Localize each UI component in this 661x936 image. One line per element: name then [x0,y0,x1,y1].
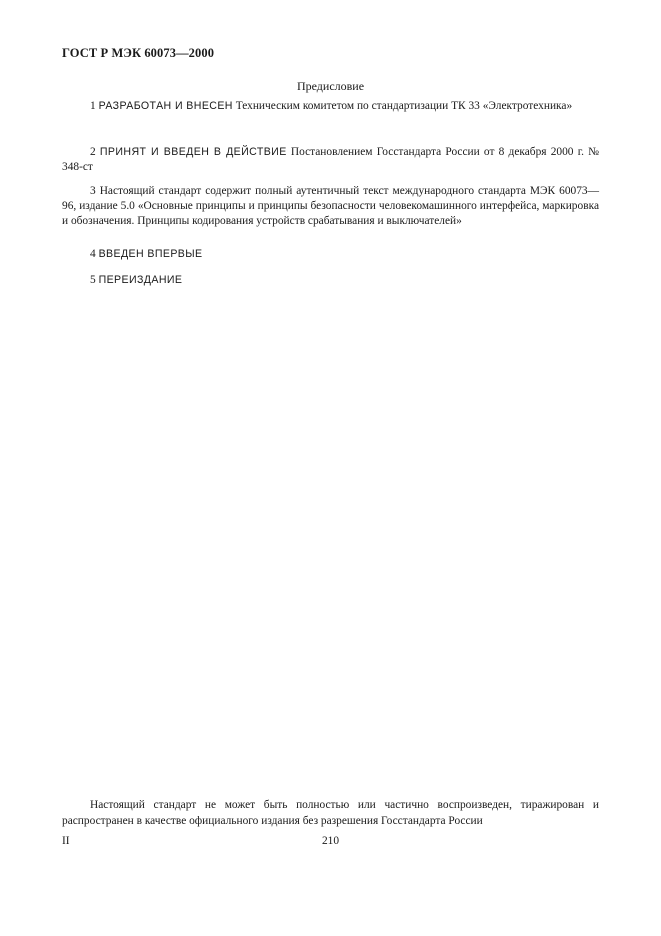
item-text: Техническим комитетом по стандартизации ТК 33 «Электротехника» [232,100,573,112]
foreword-item-4 [62,247,599,262]
page-number: 210 [321,835,340,847]
roman-page-number: II [62,835,70,847]
item-lead: ПЕРЕИЗДАНИЕ [98,274,183,286]
item-number: 5 [90,274,96,286]
item-lead: ПРИНЯТ И ВВЕДЕН В ДЕЙСТВИЕ [99,146,287,158]
section-title: Предисловие [296,79,365,93]
copyright-note: Настоящий стандарт не может быть полностью или частично воспроизведен, тиражирован и распространен в качестве официального издания без разрешения Госстандарта России [62,799,599,827]
document-header: ГОСТ Р МЭК 60073—2000 [62,46,215,60]
item-number: 3 [90,185,96,197]
item-text: Настоящий стандарт содержит полный аутентичный текст международного стандарта МЭК 60073—96, издание 5.0 «Основные принципы и принципы безопасности человекомашинного интерфейса, маркировка и обозначения. Принципы кодирования устройств срабатывания и выключателей» [62,185,599,228]
item-number: 4 [90,248,96,260]
item-number: 1 [90,100,96,112]
foreword-item-1 [62,99,599,114]
foreword-item-3 [62,184,599,230]
item-lead: РАЗРАБОТАН И ВНЕСЕН [98,100,233,112]
item-number: 2 [90,146,96,158]
foreword-item-2 [62,145,599,175]
item-text: Постановлением Госстандарта России от 8 декабря 2000 г. № 348-ст [62,146,599,174]
item-lead: ВВЕДЕН ВПЕРВЫЕ [98,248,203,260]
foreword-item-5 [62,273,599,288]
